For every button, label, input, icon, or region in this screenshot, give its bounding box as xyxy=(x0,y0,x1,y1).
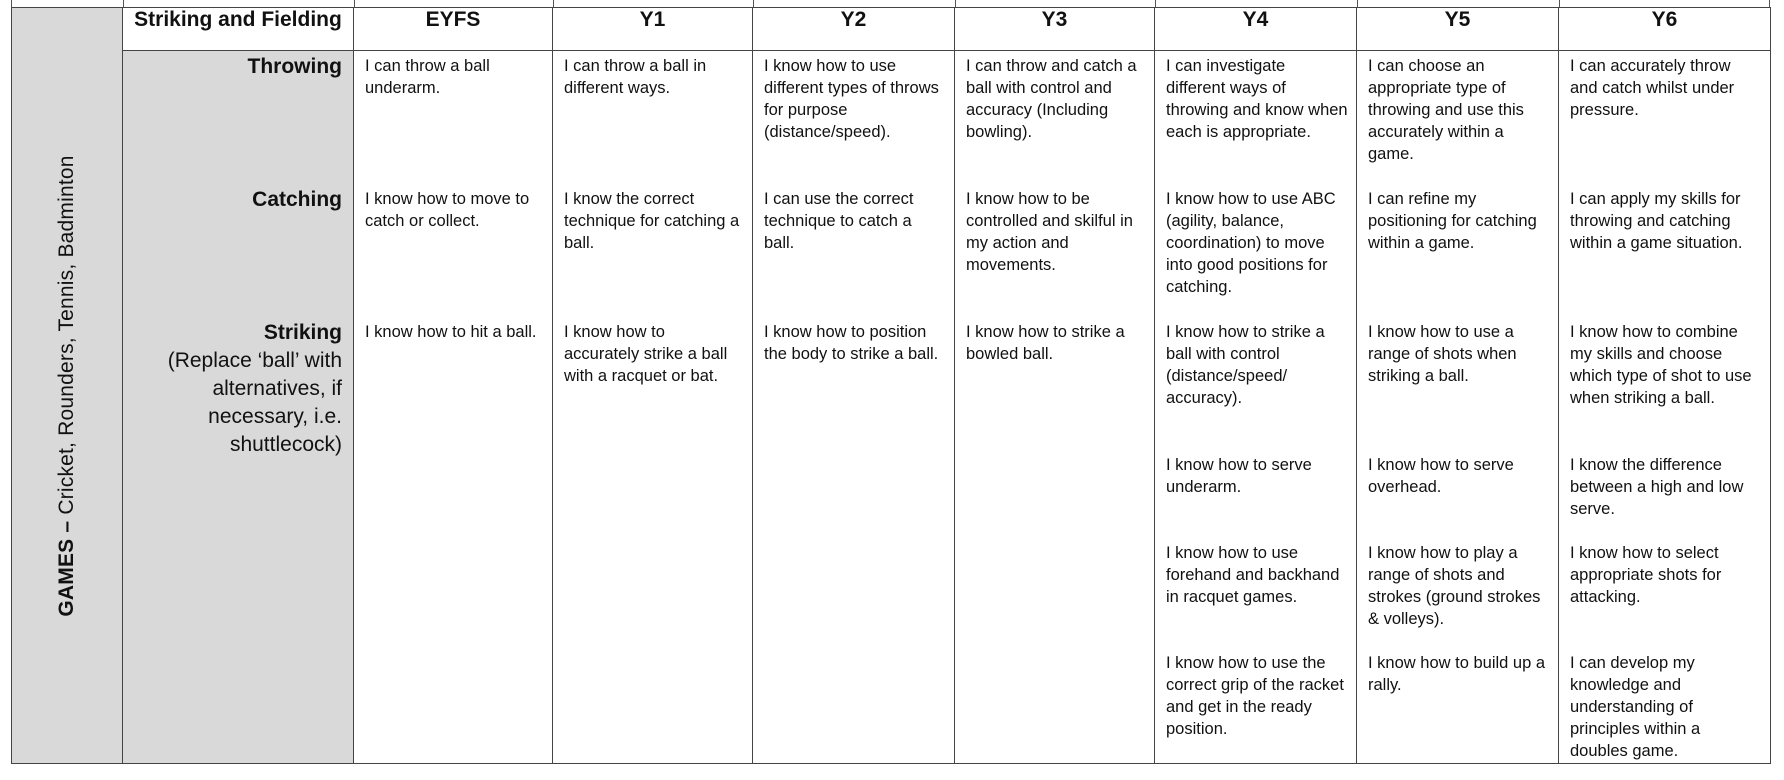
column-y2 xyxy=(753,51,955,764)
cell-y5-striking: I know how to use a range of shots when striking a ball. xyxy=(1368,323,1517,385)
skill-throwing-label: Throwing xyxy=(247,55,342,78)
column-y1 xyxy=(553,51,753,764)
cell-eyfs-throwing: I can throw a ball underarm. xyxy=(365,57,490,97)
header-year-eyfs: EYFS xyxy=(354,8,553,51)
cell-y6-striking: I know how to combine my skills and choose which type of shot to use when striking a ball. xyxy=(1570,323,1752,407)
cell-eyfs-catching: I know how to move to catch or collect. xyxy=(365,190,530,230)
column-y4 xyxy=(1155,51,1357,764)
cell-y4-shots: I know how to use forehand and backhand in racquet games. xyxy=(1166,544,1340,606)
cell-y1-catching: I know the correct technique for catching a ball. xyxy=(564,190,740,252)
cell-y3-striking: I know how to strike a bowled ball. xyxy=(966,323,1125,363)
column-y6 xyxy=(1559,51,1771,764)
cell-y5-throwing: I can choose an appropriate type of throwing and use this accurately within a game. xyxy=(1368,57,1524,163)
header-year-y3: Y3 xyxy=(955,8,1155,51)
cell-y3-throwing: I can throw and catch a ball with control and accuracy (Including bowling). xyxy=(966,57,1137,141)
cell-y4-rally: I know how to use the correct grip of the racket and get in the ready position. xyxy=(1166,654,1344,738)
curriculum-sheet xyxy=(11,0,1770,764)
header-year-y2: Y2 xyxy=(753,8,955,51)
cell-y2-striking: I know how to position the body to strike a ball. xyxy=(764,323,939,363)
cell-y5-shots: I know how to play a range of shots and strokes (ground strokes & volleys). xyxy=(1368,544,1541,628)
cell-y1-striking: I know how to accurately strike a ball with a racquet or bat. xyxy=(564,323,728,385)
skill-catching-label: Catching xyxy=(252,188,342,211)
cell-y5-catching: I can refine my positioning for catching within a game. xyxy=(1368,190,1537,252)
cell-y2-catching: I can use the correct technique to catch a ball. xyxy=(764,190,914,252)
section-title: GAMES – Cricket, Rounders, Tennis, Badminton xyxy=(55,154,78,617)
cell-y2-throwing: I know how to use different types of throws for purpose (distance/speed). xyxy=(764,57,939,141)
cell-eyfs-striking: I know how to hit a ball. xyxy=(365,323,537,341)
cell-y6-catching: I can apply my skills for throwing and catching within a game situation. xyxy=(1570,190,1743,252)
header-year-y1: Y1 xyxy=(553,8,753,51)
column-eyfs xyxy=(354,51,553,764)
skill-striking-label: Striking (Replace ‘ball’ with alternatives, if necessary, i.e. shuttlecock) xyxy=(167,321,342,456)
cell-y4-throwing: I can investigate different ways of throwing and know when each is appropriate. xyxy=(1166,57,1348,141)
cell-y6-shots: I know how to select appropriate shots for attacking. xyxy=(1570,544,1722,606)
cell-y6-serve: I know the difference between a high and low serve. xyxy=(1570,456,1744,518)
cell-y5-rally: I know how to build up a rally. xyxy=(1368,654,1546,694)
cell-y3-catching: I know how to be controlled and skilful in my action and movements. xyxy=(966,190,1133,274)
section-side-label xyxy=(12,8,123,764)
skill-labels xyxy=(123,51,354,764)
cell-y6-throwing: I can accurately throw and catch whilst under pressure. xyxy=(1570,57,1735,119)
skills-table xyxy=(11,7,1771,764)
header-strand: Striking and Fielding xyxy=(123,8,354,51)
cell-y6-rally: I can develop my knowledge and understanding of principles within a doubles game. xyxy=(1570,654,1701,760)
cell-y5-serve: I know how to serve overhead. xyxy=(1368,456,1514,496)
cell-y1-throwing: I can throw a ball in different ways. xyxy=(564,57,707,97)
column-y3 xyxy=(955,51,1155,764)
column-y5 xyxy=(1357,51,1559,764)
header-year-y4: Y4 xyxy=(1155,8,1357,51)
header-year-y6: Y6 xyxy=(1559,8,1771,51)
skill-striking-note: (Replace ‘ball’ with alternatives, if necessary, i.e. shuttlecock) xyxy=(167,349,342,456)
cell-y4-serve: I know how to serve underarm. xyxy=(1166,456,1312,496)
header-year-y5: Y5 xyxy=(1357,8,1559,51)
cell-y4-catching: I know how to use ABC (agility, balance, coordination) to move into good positions for catching. xyxy=(1166,190,1336,296)
cell-y4-striking: I know how to strike a ball with control (distance/speed/ accuracy). xyxy=(1166,323,1325,407)
